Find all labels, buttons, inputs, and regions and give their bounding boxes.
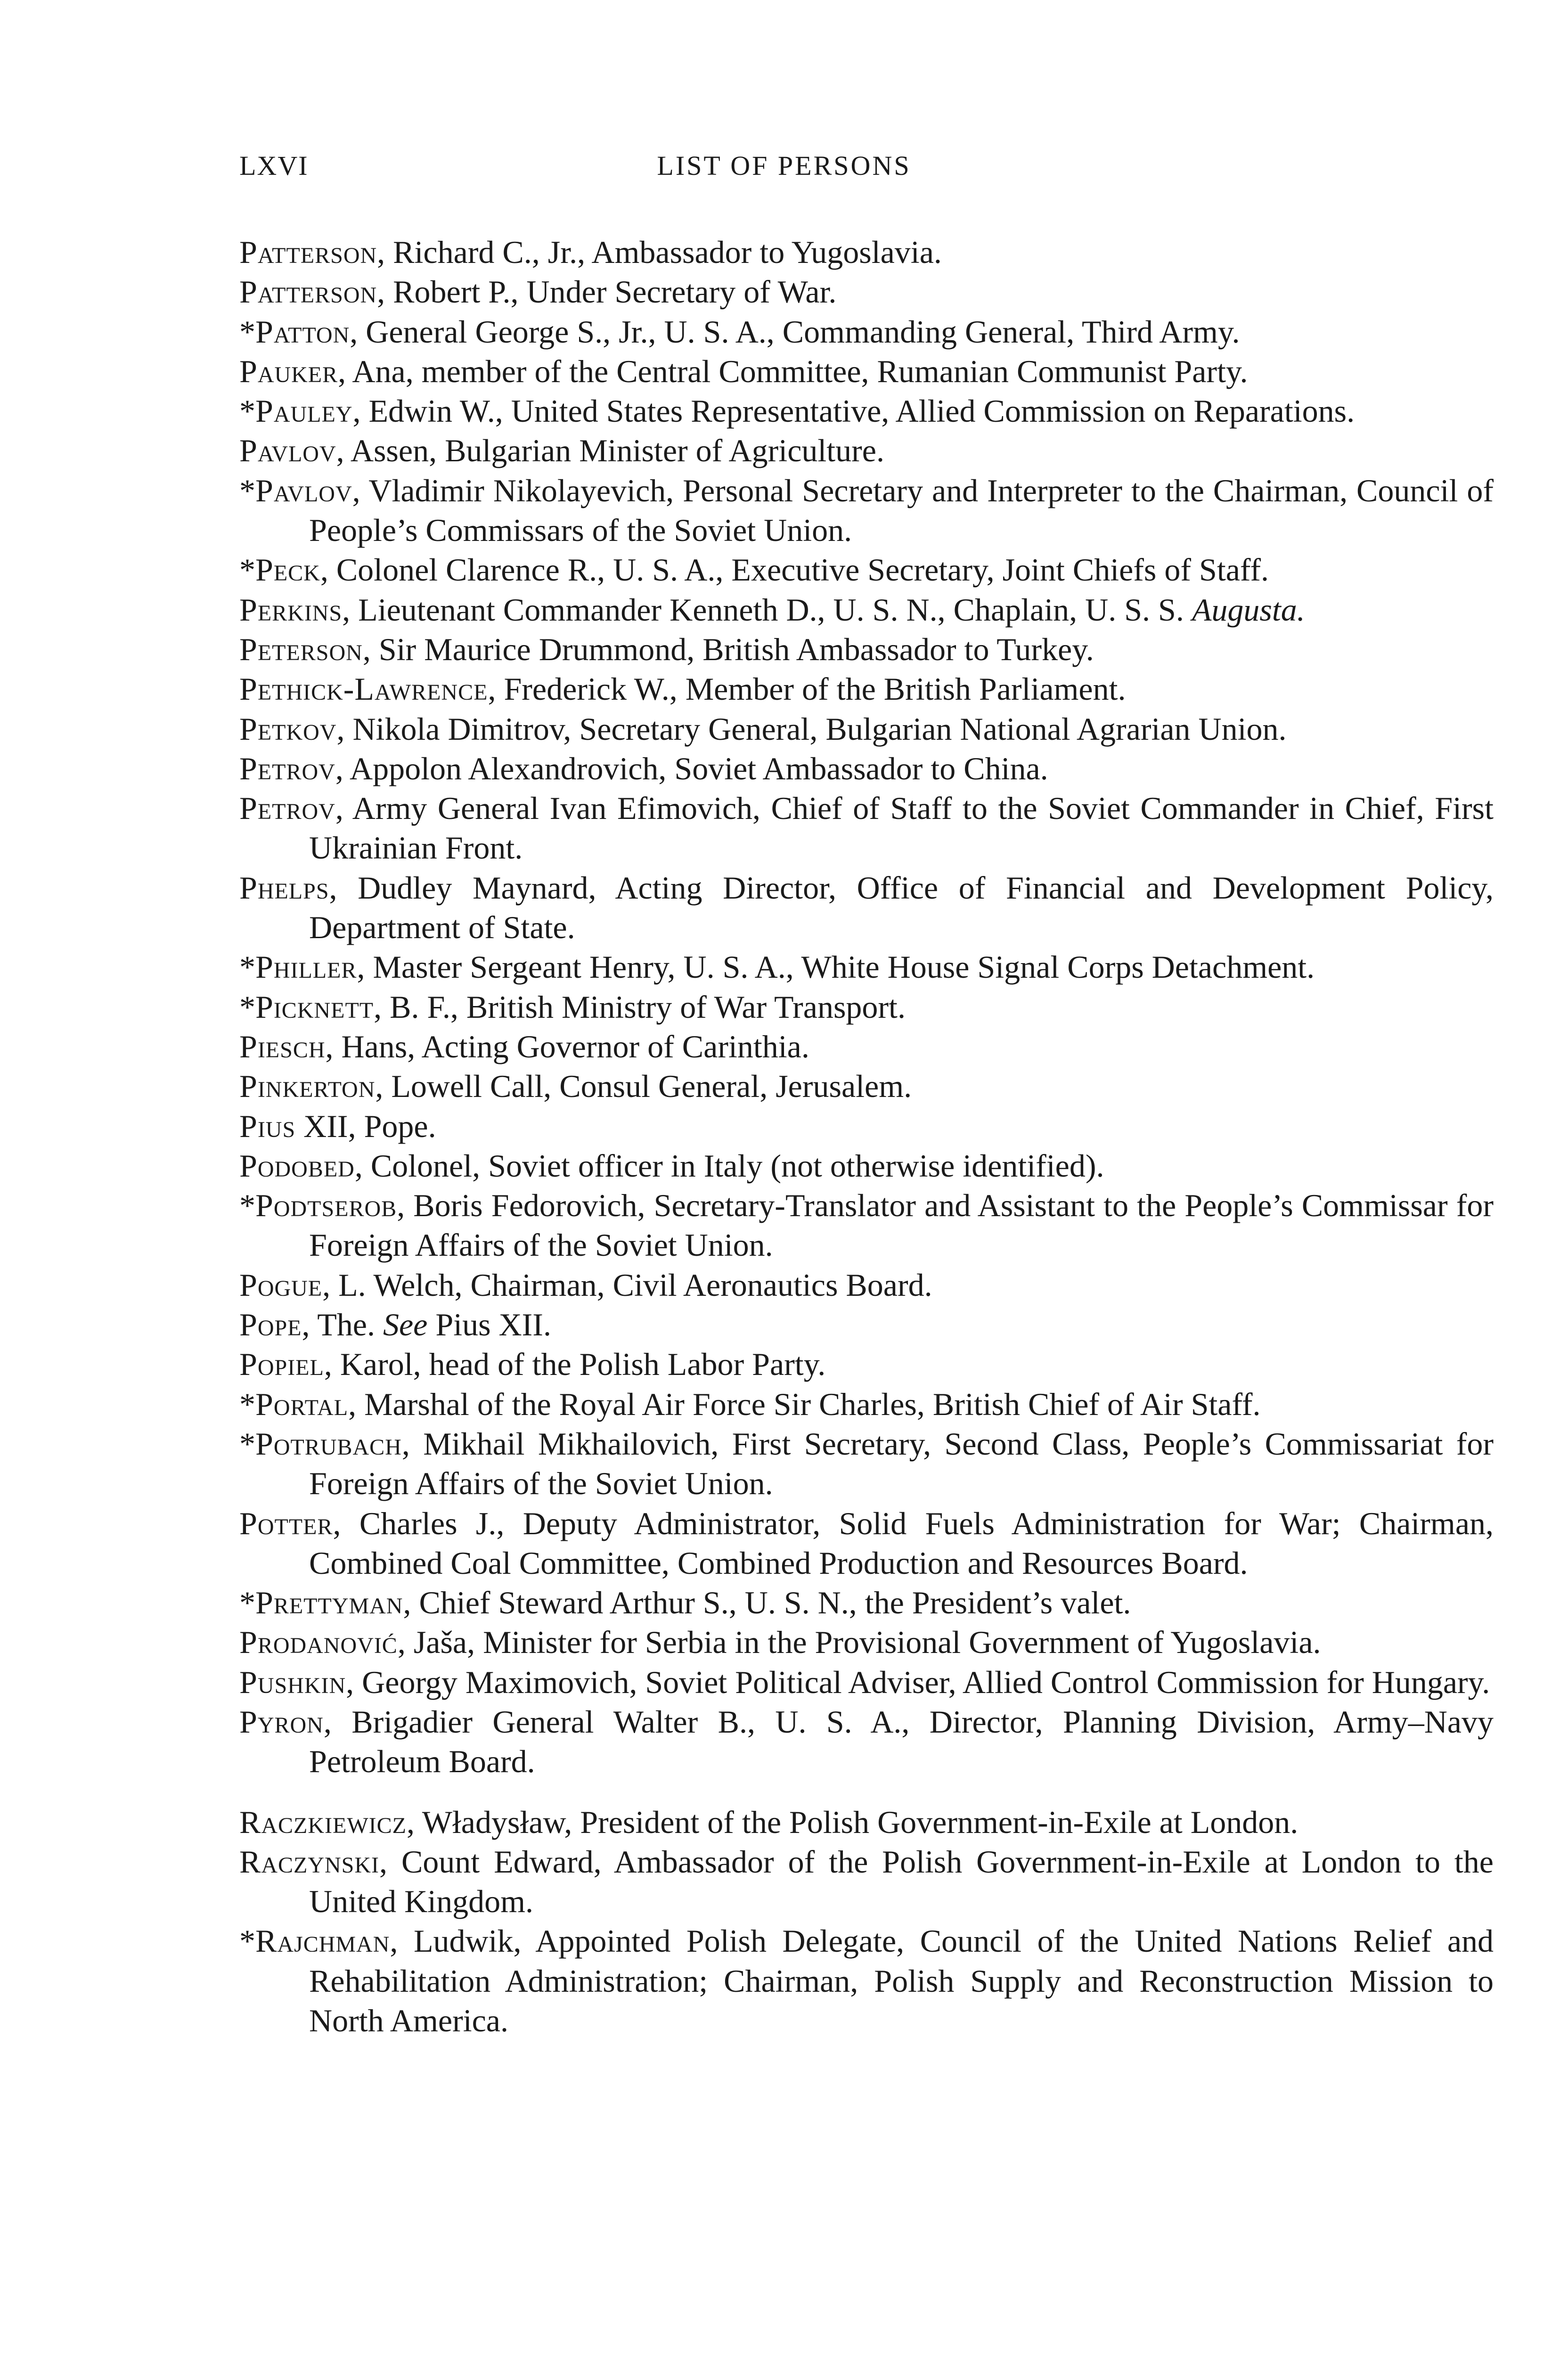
person-entry <box>239 788 1494 868</box>
person-entry <box>239 431 1494 470</box>
person-entry <box>239 1027 1494 1066</box>
person-surname: Pope <box>239 1307 302 1343</box>
person-surname: Patton <box>255 313 350 350</box>
person-entry <box>239 1622 1494 1662</box>
person-surname: Raczynski <box>239 1843 380 1880</box>
person-description: , Army General Ivan Efimovich, Chief of Staff to the Soviet Commander in Chief, First Ukrainian Front. <box>309 790 1494 866</box>
person-description: , Charles J., Deputy Administrator, Solid Fuels Administration for War; Chairman, Combined Coal Committee, Combined Production and Resources Board. <box>309 1505 1494 1581</box>
person-surname: Pinkerton <box>239 1068 376 1104</box>
person-entry <box>239 550 1494 589</box>
persons-list <box>239 232 1494 2040</box>
running-head <box>239 150 1329 188</box>
person-description: , Appolon Alexandrovich, Soviet Ambassador to China. <box>335 750 1048 786</box>
person-entry <box>239 1424 1494 1504</box>
person-surname: Pavlov <box>255 472 352 508</box>
person-surname: Patterson <box>239 234 377 270</box>
person-entry <box>239 232 1494 272</box>
page-number: LXVI <box>239 150 309 181</box>
asterisk-marker: * <box>239 1187 255 1224</box>
person-description: , Lowell Call, Consul General, Jerusalem. <box>375 1068 912 1104</box>
person-surname: Philler <box>255 949 357 985</box>
person-description: , Dudley Maynard, Acting Director, Office of Financial and Development Policy, Department of State. <box>309 869 1494 946</box>
person-entry <box>239 1384 1494 1424</box>
person-description: , Georgy Maximovich, Soviet Political Adviser, Allied Control Commission for Hungary. <box>346 1664 1490 1700</box>
person-description: , Vladimir Nikolayevich, Personal Secretary and Interpreter to the Chairman, Council of People’s Commissars of the Soviet Union. <box>309 472 1494 548</box>
italic-text: Augusta. <box>1192 591 1305 628</box>
person-surname: Pius <box>239 1108 296 1144</box>
person-entry <box>239 272 1494 311</box>
person-description: , B. F., British Ministry of War Transport. <box>374 989 906 1025</box>
person-description: , Marshal of the Royal Air Force Sir Charles, British Chief of Air Staff. <box>348 1386 1261 1422</box>
person-surname: Pogue <box>239 1267 323 1303</box>
person-entry <box>239 1802 1494 1842</box>
person-description: , L. Welch, Chairman, Civil Aeronautics Board. <box>322 1267 932 1303</box>
person-surname: Pauker <box>239 353 338 389</box>
person-entry <box>239 312 1494 352</box>
person-description: , Hans, Acting Governor of Carinthia. <box>325 1028 809 1064</box>
person-surname: Potter <box>239 1505 333 1541</box>
person-entry <box>239 1106 1494 1146</box>
person-entry <box>239 749 1494 788</box>
person-surname: Pyron <box>239 1703 324 1740</box>
person-surname: Peterson <box>239 631 363 667</box>
person-description: , Ana, member of the Central Committee, Rumanian Communist Party. <box>338 353 1248 389</box>
person-entry <box>239 1583 1494 1622</box>
person-entry <box>239 987 1494 1027</box>
person-surname: Potrubach <box>255 1425 402 1462</box>
person-entry <box>239 1305 1494 1344</box>
person-surname: Picknett <box>255 989 374 1025</box>
person-description: , Ludwik, Appointed Polish Delegate, Council of the United Nations Relief and Rehabilitation Administration; Chairman, Polish Supply and Reconstruction Mission to North America. <box>309 1923 1494 2039</box>
person-description: , Edwin W., United States Representative, Allied Commission on Reparations. <box>352 393 1355 429</box>
person-surname: Perkins <box>239 591 343 628</box>
italic-text: See <box>383 1307 428 1343</box>
person-surname: Petrov <box>239 790 335 826</box>
person-description: , Lieutenant Commander Kenneth D., U. S. N., Chaplain, U. S. S. <box>342 591 1184 628</box>
person-surname: Petkov <box>239 711 337 747</box>
person-entry <box>239 471 1494 550</box>
person-description: , Assen, Bulgarian Minister of Agriculture. <box>336 433 884 469</box>
person-entry <box>239 590 1494 630</box>
person-surname: Podtserob <box>255 1187 397 1224</box>
person-entry <box>239 391 1494 431</box>
person-surname: Prodanović <box>239 1624 398 1661</box>
person-surname: Patterson <box>239 274 377 310</box>
person-description: , Count Edward, Ambassador of the Polish Government-in-Exile at London to the United Kingdom. <box>309 1843 1494 1920</box>
person-entry <box>239 1146 1494 1186</box>
asterisk-marker: * <box>239 1425 255 1462</box>
person-description: , The. <box>302 1307 375 1343</box>
person-description: , Mikhail Mikhailovich, First Secretary, Second Class, People’s Commissariat for Foreign Affairs of the Soviet Union. <box>309 1425 1494 1502</box>
person-entry <box>239 1066 1494 1106</box>
person-entry <box>239 709 1494 749</box>
person-description: , Sir Maurice Drummond, British Ambassador to Turkey. <box>362 631 1094 667</box>
asterisk-marker: * <box>239 1923 255 1959</box>
person-description: , Chief Steward Arthur S., U. S. N., the President’s valet. <box>403 1585 1131 1621</box>
person-description: , Colonel Clarence R., U. S. A., Executive Secretary, Joint Chiefs of Staff. <box>320 552 1269 588</box>
person-surname: Pethick-Lawrence <box>239 671 488 707</box>
person-surname: Popiel <box>239 1346 324 1383</box>
page-title: LIST OF PERSONS <box>657 150 911 181</box>
asterisk-marker: * <box>239 313 255 350</box>
person-description: , Colonel, Soviet officer in Italy (not otherwise identified). <box>354 1147 1104 1184</box>
asterisk-marker: * <box>239 1585 255 1621</box>
person-description: , Władysław, President of the Polish Government-in-Exile at London. <box>406 1804 1298 1840</box>
person-entry <box>239 1265 1494 1305</box>
person-surname: Podobed <box>239 1147 355 1184</box>
person-surname: Portal <box>255 1386 349 1422</box>
person-entry <box>239 1344 1494 1384</box>
person-description: , Karol, head of the Polish Labor Party. <box>324 1346 826 1383</box>
asterisk-marker: * <box>239 989 255 1025</box>
person-description: XII, Pope. <box>295 1108 436 1144</box>
person-entry <box>239 1921 1494 2040</box>
person-description: , Robert P., Under Secretary of War. <box>377 274 837 310</box>
person-entry <box>239 1186 1494 1265</box>
person-description: , Richard C., Jr., Ambassador to Yugoslavia. <box>377 234 942 270</box>
person-entry <box>239 947 1494 987</box>
person-entry <box>239 1662 1494 1702</box>
person-entry <box>239 630 1494 669</box>
asterisk-marker: * <box>239 393 255 429</box>
person-surname: Pauley <box>255 393 353 429</box>
person-surname: Peck <box>255 552 320 588</box>
asterisk-marker: * <box>239 949 255 985</box>
person-entry <box>239 352 1494 391</box>
person-description: , Boris Fedorovich, Secretary-Translator and Assistant to the People’s Commissar for Foreign Affairs of the Soviet Union. <box>309 1187 1494 1263</box>
person-entry <box>239 1702 1494 1782</box>
asterisk-marker: * <box>239 1386 255 1422</box>
person-surname: Piesch <box>239 1028 326 1064</box>
person-surname: Phelps <box>239 869 329 906</box>
person-description-end: Pius XII. <box>427 1307 551 1343</box>
person-surname: Raczkiewicz <box>239 1804 407 1840</box>
person-description: , Jaša, Minister for Serbia in the Provisional Government of Yugoslavia. <box>397 1624 1321 1661</box>
person-surname: Rajchman <box>255 1923 390 1959</box>
person-description: , General George S., Jr., U. S. A., Commanding General, Third Army. <box>350 313 1240 350</box>
asterisk-marker: * <box>239 472 255 508</box>
person-entry <box>239 669 1494 709</box>
person-surname: Prettyman <box>255 1585 403 1621</box>
person-surname: Petrov <box>239 750 335 786</box>
person-entry <box>239 868 1494 948</box>
person-surname: Pushkin <box>239 1664 346 1700</box>
person-entry <box>239 1842 1494 1922</box>
person-description: , Nikola Dimitrov, Secretary General, Bulgarian National Agrarian Union. <box>336 711 1287 747</box>
person-description: , Master Sergeant Henry, U. S. A., White House Signal Corps Detachment. <box>357 949 1315 985</box>
person-description: , Frederick W., Member of the British Parliament. <box>488 671 1126 707</box>
asterisk-marker: * <box>239 552 255 588</box>
person-description: , Brigadier General Walter B., U. S. A., Director, Planning Division, Army–Navy Petroleum Board. <box>309 1703 1494 1780</box>
person-surname: Pavlov <box>239 433 336 469</box>
person-entry <box>239 1504 1494 1583</box>
